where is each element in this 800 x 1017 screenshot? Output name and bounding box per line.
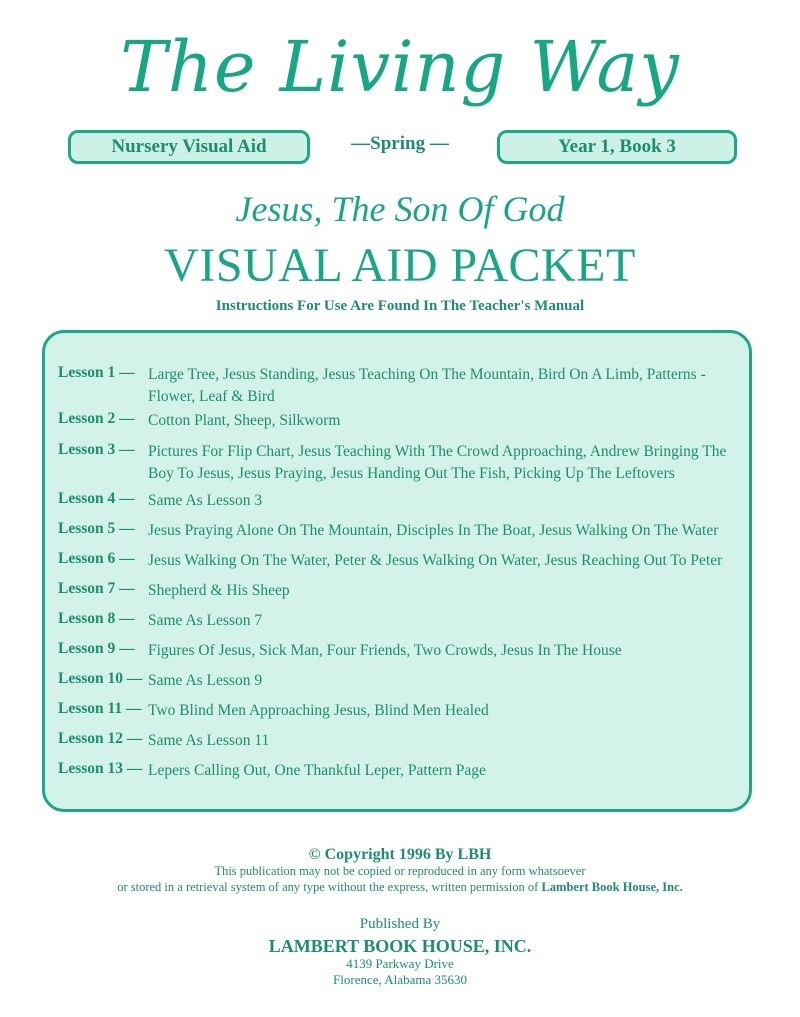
- lesson-label: Lesson 1 —: [58, 364, 135, 381]
- publisher-city: Florence, Alabama 35630: [333, 972, 467, 987]
- lesson-row-6: [58, 550, 748, 572]
- lesson-description: Same As Lesson 11: [148, 732, 270, 749]
- lesson-label: Lesson 13 —: [58, 760, 143, 777]
- lesson-row-1: [58, 364, 748, 408]
- lesson-description: Figures Of Jesus, Sick Man, Four Friends, Two Crowds, Jesus In The House: [148, 642, 622, 659]
- lesson-label: Lesson 6 —: [58, 550, 135, 567]
- packet-subtitle: Jesus, The Son Of God: [235, 189, 565, 229]
- season-label: —Spring —: [351, 133, 449, 154]
- lesson-description: Jesus Walking On The Water, Peter & Jesus Walking On Water, Jesus Reaching Out To Peter: [148, 552, 723, 569]
- lesson-row-5: [58, 520, 748, 542]
- lesson-label: Lesson 3 —: [58, 441, 135, 458]
- lesson-label: Lesson 8 —: [58, 610, 135, 627]
- lesson-label: Lesson 4 —: [58, 490, 135, 507]
- nursery-visual-aid-badge: Nursery Visual Aid: [68, 130, 310, 164]
- lesson-row-2: [58, 410, 748, 432]
- lesson-row-3: [58, 441, 748, 485]
- lesson-description: Shepherd & His Sheep: [148, 582, 290, 599]
- lesson-description: Lepers Calling Out, One Thankful Leper, Pattern Page: [148, 762, 486, 779]
- lesson-row-4: [58, 490, 748, 512]
- lesson-row-13: [58, 760, 748, 782]
- lesson-description: Pictures For Flip Chart, Jesus Teaching With The Crowd Approaching, Andrew Bringing The Boy To Jesus, Jesus Praying, Jesus Handing Out The Fish, Picking Up The Leftovers: [148, 443, 727, 482]
- lesson-description: Same As Lesson 3: [148, 492, 263, 509]
- year-book-badge: Year 1, Book 3: [497, 130, 737, 164]
- lesson-label: Lesson 12 —: [58, 730, 143, 747]
- lesson-row-9: [58, 640, 748, 662]
- lesson-description: Same As Lesson 9: [148, 672, 263, 689]
- copyright-line: © Copyright 1996 By LBH: [308, 846, 492, 863]
- lesson-label: Lesson 9 —: [58, 640, 135, 657]
- publisher-name: LAMBERT BOOK HOUSE, INC.: [268, 936, 532, 956]
- lesson-row-8: [58, 610, 748, 632]
- copy-notice-text: or stored in a retrieval system of any type without the express, written permission of: [117, 880, 542, 894]
- copy-notice-line-2: [0, 880, 800, 895]
- packet-headline: VISUAL AID PACKET: [164, 239, 636, 292]
- publisher-street: 4139 Parkway Drive: [346, 956, 454, 971]
- page-title: The Living Way: [120, 26, 680, 108]
- lesson-description: Jesus Praying Alone On The Mountain, Disciples In The Boat, Jesus Walking On The Water: [148, 522, 719, 539]
- lesson-label: Lesson 7 —: [58, 580, 135, 597]
- copy-notice-company: Lambert Book House, Inc.: [541, 880, 683, 894]
- lesson-label: Lesson 2 —: [58, 410, 135, 427]
- lesson-row-11: [58, 700, 748, 722]
- lesson-description: Two Blind Men Approaching Jesus, Blind Men Healed: [148, 702, 489, 719]
- lesson-row-12: [58, 730, 748, 752]
- lesson-description: Cotton Plant, Sheep, Silkworm: [148, 412, 341, 429]
- lesson-description: Same As Lesson 7: [148, 612, 263, 629]
- published-by-label: Published By: [359, 916, 441, 932]
- lesson-row-7: [58, 580, 748, 602]
- copy-notice-line-1: This publication may not be copied or reproduced in any form whatsoever: [214, 864, 586, 878]
- lesson-label: Lesson 10 —: [58, 670, 143, 687]
- instructions-note: Instructions For Use Are Found In The Teacher's Manual: [215, 298, 585, 314]
- lesson-description: Large Tree, Jesus Standing, Jesus Teaching On The Mountain, Bird On A Limb, Patterns - Flower, Leaf & Bird: [148, 366, 706, 405]
- lesson-row-10: [58, 670, 748, 692]
- lesson-label: Lesson 11 —: [58, 700, 142, 717]
- lesson-label: Lesson 5 —: [58, 520, 135, 537]
